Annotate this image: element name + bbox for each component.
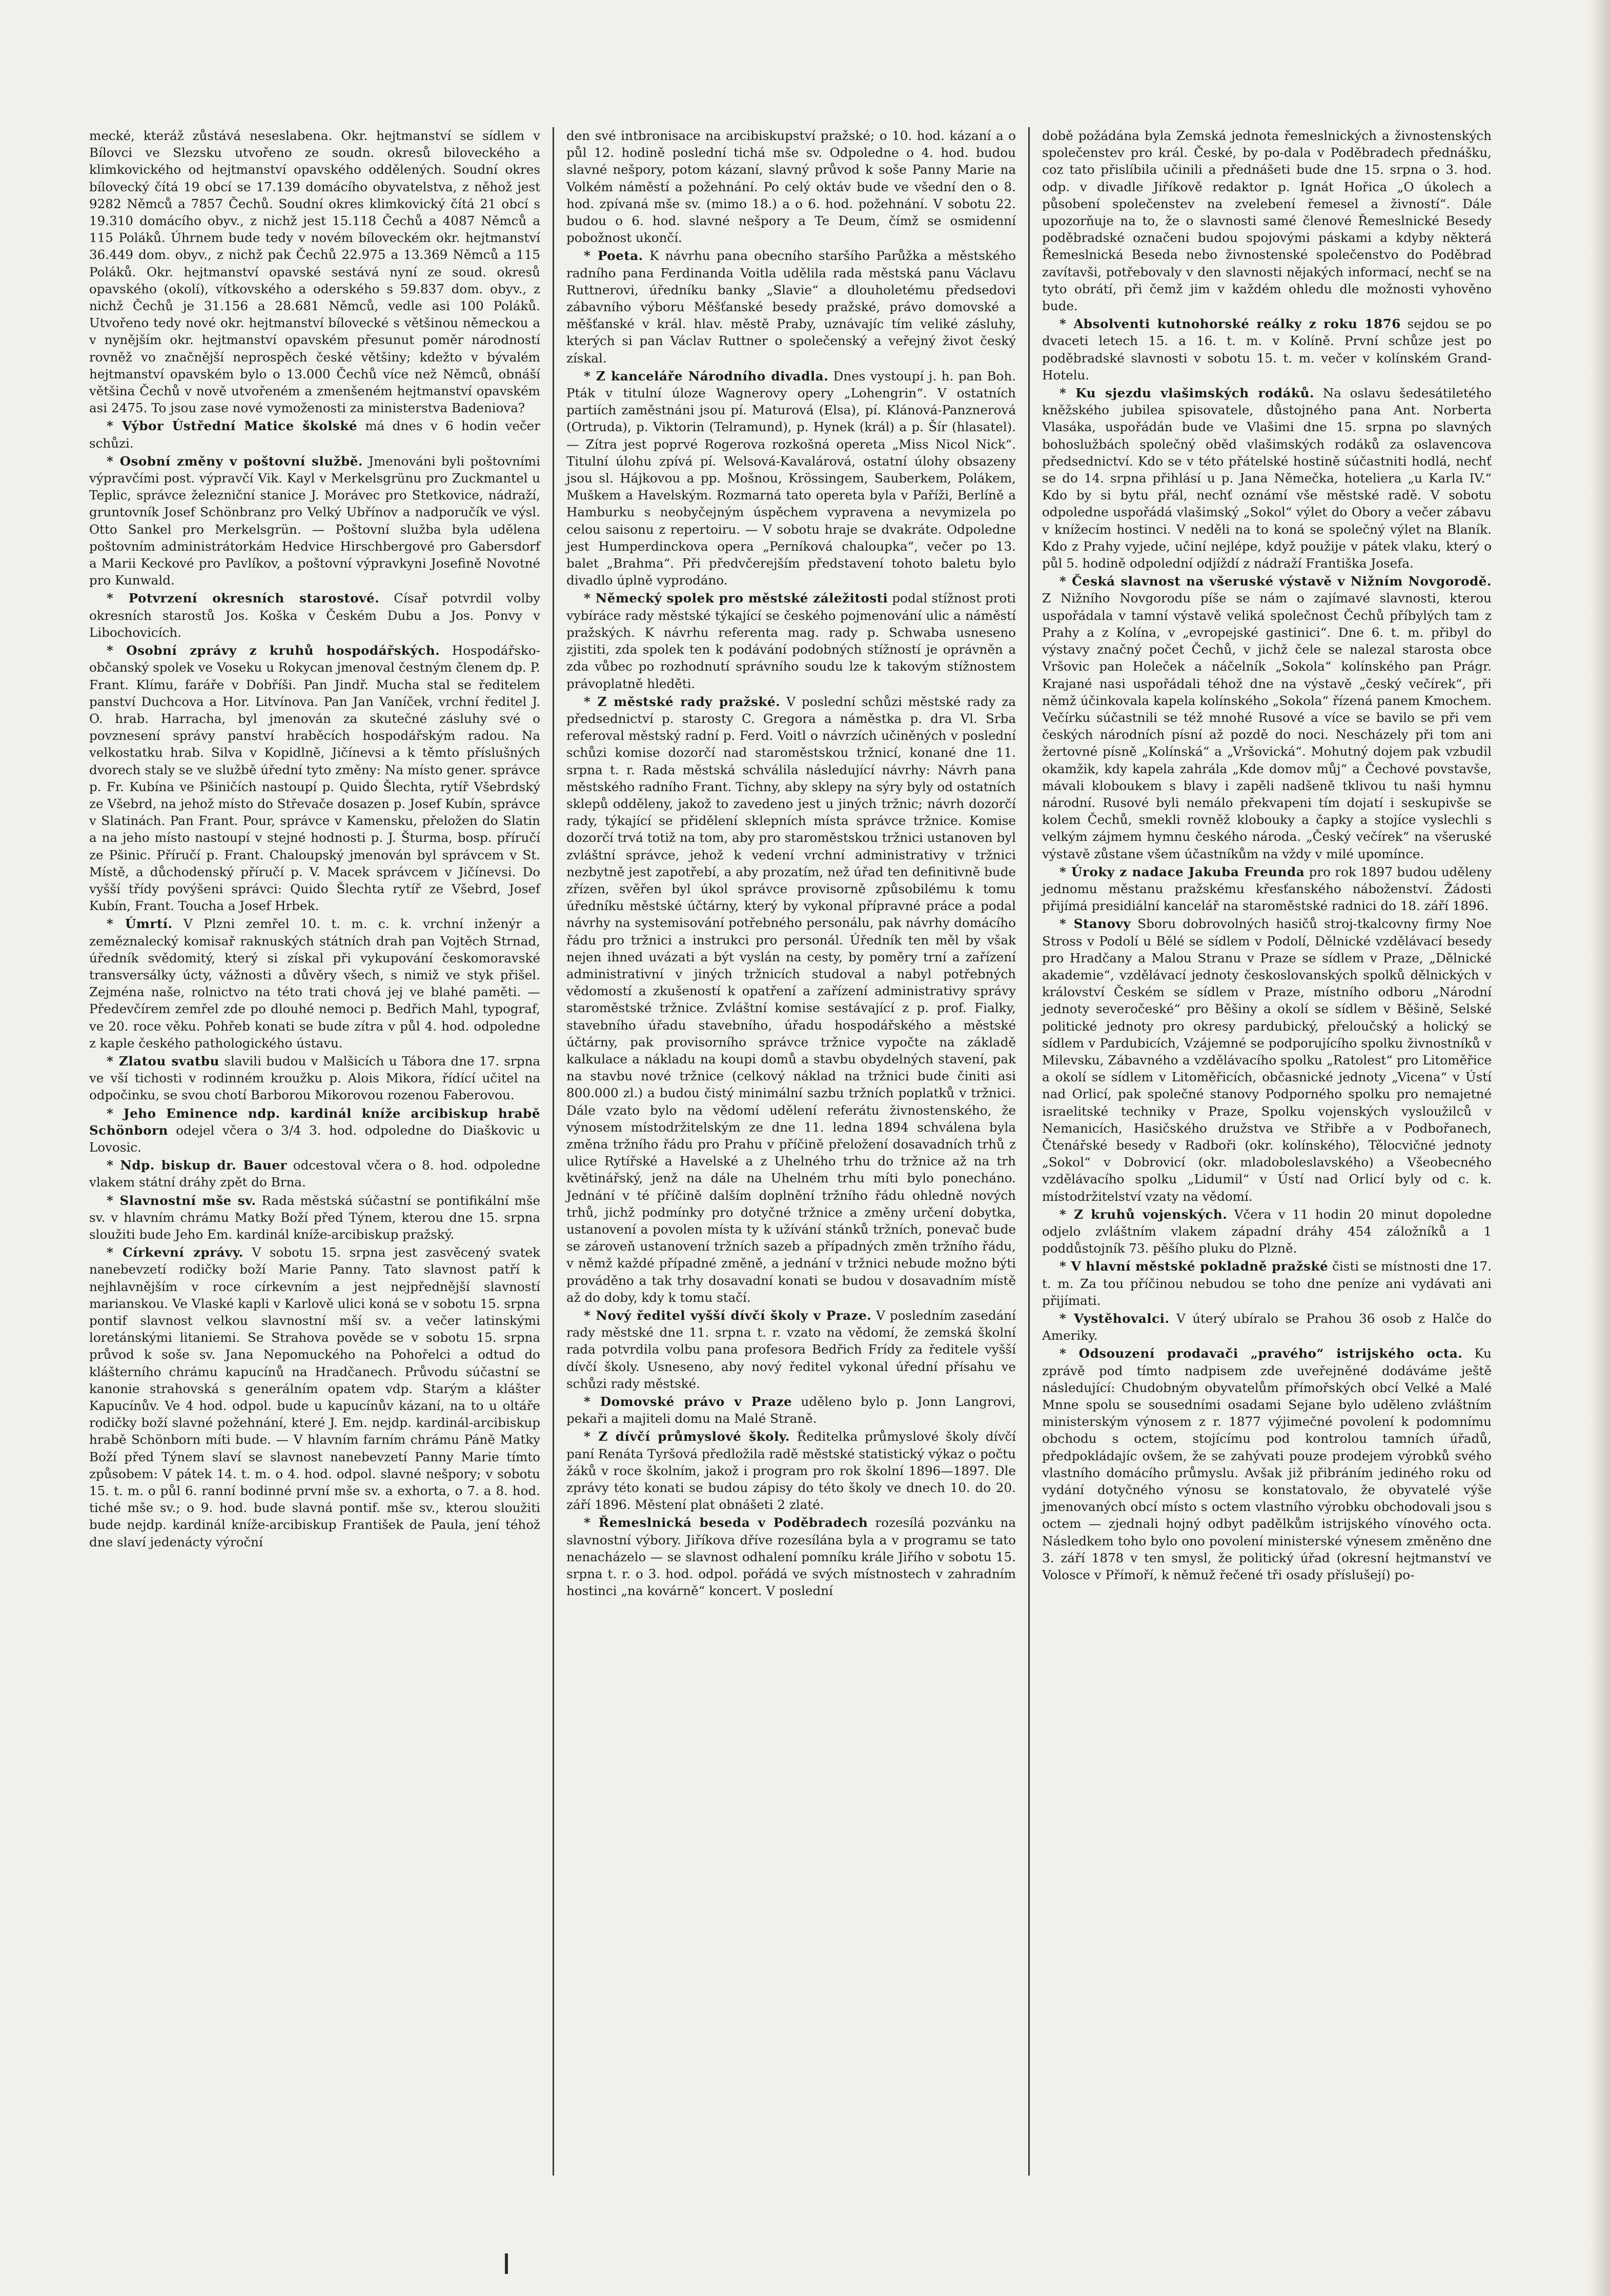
page-edge-shadow xyxy=(1589,0,1610,2296)
article-headline: * Osobní zprávy z kruhů hospodářských. xyxy=(107,643,440,658)
article-headline: * Řemeslnická beseda v Poděbradech xyxy=(584,1515,868,1530)
article-paragraph xyxy=(566,1307,1016,1392)
article-columns xyxy=(77,127,1553,2181)
article-paragraph xyxy=(1042,1206,1492,1257)
article-paragraph xyxy=(89,127,540,416)
article-headline: * Ku sjezdu vlašimských rodáků. xyxy=(1059,386,1315,401)
article-text: pro rok 1897 budou uděleny jednomu městanu pražskému křesťanského náboženství. Žádosti přijímá presidiální kancelář na staroměstské radnici do 18. září 1896. xyxy=(1042,864,1492,914)
article-text: rozesílá pozvánku na slavnostní výbory. Jiříkova dříve rozesílána byla a v programu se tato nenacházelo — se slavnost odhalení pomníku krále Jiřího v sobotu 15. srpna t. r. o 3. hod. odpol. pořádá ve svých místnostech v zahradním hostinci „na kovárně“ koncert. V poslední xyxy=(566,1515,1016,1599)
column-right xyxy=(1028,127,1504,2176)
article-paragraph xyxy=(89,1157,540,1191)
article-text: Rada městská súčastní se pontifikální mše sv. v hlavním chrámu Matky Boží před Týnem, kterou dne 15. srpna sloužiti bude Jeho Em. kardinál kníže-arcibiskup pražský. xyxy=(89,1193,540,1242)
article-paragraph xyxy=(1042,915,1492,1204)
article-text: sejdou se po dvaceti letech 15. a 16. t. m. v Kolíně. První schůze jest po poděbradské slavnosti v sobotu 15. t. m. večer v kolínském Grand-Hotelu. xyxy=(1042,316,1492,382)
article-text: odcestoval včera o 8. hod. odpoledne vlakem státní dráhy zpět do Brna. xyxy=(89,1158,541,1190)
article-paragraph xyxy=(1042,385,1492,572)
article-paragraph xyxy=(89,1105,540,1156)
article-text: odejel včera o 3/4 3. hod. odpoledne do Diaškovic u Lovosic. xyxy=(89,1122,540,1155)
article-text: K návrhu pana obecního staršího Parůžka a městského radního pana Ferdinanda Voitla udělila rada městská panu Václavu Ruttnerovi, úředníku banky „Slavie“ a dlouholetému předsedovi zábavního výboru Měšťanské besedy pražské, právo domovské a měšťanské v král. hlav. městě Praby, uznávajíc tím veliké zásluhy, kterých si pan Václav Ruttner o společenský a veřejný život český získal. xyxy=(566,248,1016,366)
article-headline: * Absolventi kutnohorské reálky z roku 1876 xyxy=(1059,316,1401,332)
article-text: uděleno bylo p. Jonn Langrovi, pekaři a majiteli domu na Malé Straně. xyxy=(566,1394,1016,1426)
article-paragraph xyxy=(89,590,540,641)
article-paragraph xyxy=(566,1428,1016,1513)
article-text: den své intbronisace na arcibiskupství pražské; o 10. hod. kázaní a o půl 12. hodině poslední tichá mše sv. Odpoledne o 4. hod. budou slavné nešpory, potom kázaní, slavný průvod k soše Panny Marie na Volkém náměstí a požehnání. Po celý oktáv bude ve všední den o 8. hod. zpívaná mše sv. (mimo 18.) a o 6. hod. požehnání. V sobotu 22. budou o 6. hod. slavné nešpory a Te Deum, čímž se osmidenní pobožnost ukončí. xyxy=(566,128,1016,246)
article-headline: * V hlavní městské pokladně pražské xyxy=(1059,1259,1329,1274)
article-text: Ku zprávě pod tímto nadpisem zde uveřejněné dodáváme ještě následující: Chudobným obyvatelům přímořských obcí Velké a Malé Mnne spolu se sousedními osadami Sejane bylo uděleno zvláštním ministerským výnosem z r. 1877 výjimečné povolení k podomnímu obchodu s octem, stojícímu pod kontrolou tamních úřadů, předpokládajíc ovšem, že se zahývati pouze prodejem výrobků svého vlastního domácího průmyslu. Avšak již přibráním jediného roku od vydání dotyčného výnosu se konstatovalo, že obyvatelé výše jmenovaných obcí místo s octem vlastního výrobku obchodovali jsou s octem — zjednali hojný odbyt padělkům istrijského vínového octa. Následkem toho bylo ono povolení ministerské výnesem změněno dne 3. září 1878 v ten smysl, že politický úřad (okresní hejtmanství ve Volosce v Přímoří, k němuž řečené tři osady příslušejí) po- xyxy=(1042,1346,1492,1583)
article-text: podal stížnost proti vybíráce rady městské týkající se českého pojmenování ulic a náměstí pražských. K návrhu referenta mag. rady p. Schwaba usneseno zjistiti, zda spolek ten k podávání podobných stížností je oprávněn a zda vůbec po rozhodnutí správního soudu lze k takovým stížnostem právoplatně hleděti. xyxy=(566,591,1016,691)
page-foot-mark xyxy=(505,2253,508,2274)
article-text: V úterý ubíralo se Prahou 36 osob z Halče do Ameriky. xyxy=(1042,1311,1492,1343)
article-headline: * Potvrzení okresních starostové. xyxy=(107,591,380,606)
article-paragraph xyxy=(1042,573,1492,862)
article-paragraph xyxy=(89,642,540,914)
article-headline: * Úmrtí. xyxy=(107,916,173,932)
article-headline: * Domovské právo v Praze xyxy=(584,1394,792,1409)
article-headline: * Nový ředitel vyšší dívčí školy v Praze. xyxy=(584,1308,872,1323)
article-headline: * Slavnostní mše sv. xyxy=(107,1193,256,1208)
article-text: V posledním zasedání rady městské dne 11. srpna t. r. vzato na vědomí, že zemská školní rada potvrdila volbu pana profesora Bedřich Frídy za ředitele vyšší dívčí školy. Usneseno, aby nový ředitel vykonal úřední přísahu ve schůzi rady městské. xyxy=(566,1308,1016,1391)
article-text: Sboru dobrovolných hasičů stroj-tkalcovny firmy Noe Stross v Podolí u Bělé se sídlem v Podolí, Dělnické vzdělávací besedy pro Hradčany a Malou Stranu v Praze se sídlem v Praze, „Dělnické akademie“, vzdělávací jednoty českoslovanských spolků dělnických v království Českém se sídlem v Praze, místního odboru „Národní jednoty severočeské“ pro Běšiny a okolí se sídlem v Běšině, Selské politické jednoty pro okresy pardubický, přeloučský a holický se sídlem v Pardubicích, Vzájemné se podporujícího spolku živnostníků v Milevsku, Zábavného a vzdělávacího spolku „Ratolest“ pro Litoměřice a okolí se sídlem v Litoměřicích, občasnické jednoty „Vicena“ v Ústí nad Orlicí, pak společné stanovy Podporného spolku pro nemajetné israelitské techniky v Praze, Spolku vojenských vysloužilců v Nemanicích, Hasičského družstva ve Střibře a v Podbořanech, Čtenářské besedy v Radboři (okr. kolínského), Tělocvičné jednoty „Sokol“ v Dobrovicí (okr. mladoboleslavského) a Všeobecného vzdělávacího spolku „Lidumil“ v Ústí nad Orlicí byly od c. k. místodržitelství vzaty na vědomí. xyxy=(1042,916,1492,1204)
article-text: má dnes v 6 hodin večer schůzi. xyxy=(89,418,540,451)
article-headline: * Stanovy xyxy=(1059,916,1131,932)
article-headline: * Ndp. biskup dr. Bauer xyxy=(107,1158,288,1173)
article-headline: * Jeho Eminence ndp. kardinál kníže arcibiskup hrabě Schönborn xyxy=(89,1105,540,1138)
article-paragraph xyxy=(566,590,1016,692)
article-paragraph xyxy=(566,127,1016,246)
article-headline: * Z kanceláře Národního divadla. xyxy=(584,368,829,384)
article-headline: * Církevní zprávy. xyxy=(107,1245,243,1260)
article-paragraph xyxy=(1042,315,1492,384)
article-paragraph xyxy=(89,1192,540,1243)
article-paragraph xyxy=(1042,863,1492,915)
article-paragraph xyxy=(1042,127,1492,314)
article-text: mecké, kteráž zůstává neseslabena. Okr. hejtmanství se sídlem v Bílovci ve Slezsku utvořeno ze soudn. okresů biloveckého a klimkovického od hejtmanství opavského oddělených. Soudní okres bílovecký čítá 19 obcí se 17.139 domácího obyvatelstva, z něhož jest 9282 Němců a 7857 Čechů. Soudní okres klimkovický čítá 21 obcí s 19.310 domácího obyv., z nichž jest 15.118 Čechů a 4087 Němců a 115 Poláků. Úhrnem bude tedy v novém bíloveckém okr. hejtmanství 36.449 dom. obyv., z nichž pak Čechů 22.975 a 13.369 Němců a 115 Poláků. Okr. hejtmanství opavské sestává nyní ze soud. okresů opavského (okolí), vítkovského a oderského s 59.837 dom. obyv., z nichž Čechů je 31.156 a 28.681 Němců, vedle asi 100 Poláků. Utvořeno tedy nové okr. hejtmanství bílovecké s většinou německou a v nynějším okr. hejtmanství opavském přesunut poměr národností rovněž vo značnější neprospěch české většiny; kdežto v bývalém hejtmanství opavském bylo o 13.000 Čechů více než Němců, obnáší většina Čechů v nově utvořeném a zmenšeném hejtmanství opavském asi 2475. To jsou zase nové vymoženosti za ministerstva Badeniova? xyxy=(89,128,540,416)
article-text: V sobotu 15. srpna jest zasvěcený svatek nanebevzetí rodičky boží Marie Panny. Tato slavnost patří k nejhlavnějším v roce církevním a jest nejpřednější slavností marianskou. Ve Vlaské kapli v Karlově ulici koná se v sobotu 15. srpna pontif slavnost velkou slavnostní mší sv. a večer latinskými loretánskými litaniemi. Se Strahova pověde se v sobotu 15. srpna průvod k soše sv. Jana Nepomuckého na Pohořelci a odtud do klášterního chrámu kapucínů na Hradčanech. Průvodu súčastní se kanonie strahovská s generálním opatem vdp. Starým a klášter Kapucínův. Ve 4 hod. odpol. bude u kapucínův kázaní, na to u oltáře rodičky boží slavné požehnání, které J. Em. nejdp. kardinál-arcibiskup hrabě Schönborn míti bude. — V hlavním farním chrámu Páně Matky Boží před Týnem slaví se slavnost nanebevzetí Panny Marie tímto způsobem: V pátek 14. t. m. o 4. hod. odpol. slavné nešpory; v sobotu 15. t. m. o půl 6. ranní bodinné první mše sv. a exhorta, o 7. a 8. hod. tiché mše sv.; o 9. hod. bude slavná pontif. mše sv., kterou sloužiti bude nejdp. kardinál kníže-arcibiskup František de Paula, jení téhož dne slaví jedenácty výroční xyxy=(89,1245,541,1549)
article-text: době požádána byla Zemská jednota řemeslnických a živnostenských společenstev pro král. České, by po-dala v Poděbradech přednášku, coz tato přislíbila učinili a přednášeti bude dne 15. srpna o 3. hod. odp. v divadle Jiříkově redaktor p. Ignát Hořica „O úkolech a působení společenstev na zvelebení řemesel a živností“. Dále upozorňuje na to, že o slavnosti samé členové Řemeslnické Besedy poděbradské označeni budou spojovými páskami a kdyby některá Řemeslnická Beseda nebo živnostenské společenstvo do Poděbrad zavítavši, potřebovaly v den slavnosti nějakých informací, nechť se na tyto obrátí, při čemž jim v každém ohledu dle možnosti vyhověno bude. xyxy=(1042,128,1492,314)
article-paragraph xyxy=(566,368,1016,589)
article-text: čisti se místnosti dne 17. t. m. Za tou příčinou nebudou se toho dne peníze ani vydávati ani přijímati. xyxy=(1042,1259,1492,1308)
article-headline: * Odsouzení prodavači „pravého“ istrijského octa. xyxy=(1059,1346,1463,1361)
article-text: V poslední schůzi městské rady za předsednictví p. starosty C. Gregora a náměstka p. dra Vl. Srba referoval městský radní p. Ferd. Voitl o návrzích učiněných v poslední schůzi komise dozorčí nad staroměstskou tržnicí, konané dne 11. srpna t. r. Rada městská schválila následující návrhy: Návrh pana městského radního Frant. Tichny, aby sklepy na sýry byly od ostatních sklepů odděleny, jakož to zavedeno jest u jiných tržnic; návrh dozorčí rady, týkající se přidělení sklepních místa správce tržnice. Komise dozorčí trvá totiž na tom, aby pro staroměstskou tržnici ustanoven byl zvláštní správce, jehož k vedení vrchní administrativy v tržnici nezbytně jest zapotřebí, a aby prozatím, než úřad ten definitivně bude zřízen, svěřen byl úkol správce provisorně způsobilému k tomu úředníku městské účtárny, který by vykonal přípravné práce a podal návrhy na systemisování potřebného personálu, pak návrhy domácího řádu pro tržnici a instrukci pro personál. Úředník ten měl by však nejen ihned uvázati a být vyslán na cesty, by poměry trní a zařízení administrativní v jiných tržnicích studoval a nabyl potřebných vědomostí a zkušeností k opatření a zařízení administrativy správy staroměstské tržnice. Zvláštní komise sestávající z p. prof. Fialky, stavebního úřadu stavebního, úřadu hospodářského a městské účtárny, pak provisorního správce tržnice vypočte na základě kalkulace a nákladu na koupi domů a stavbu obydelných stavení, pak na stavbu nové tržnice (celkový náklad na tržnici bude činiti asi 800.000 zl.) a budou čistý minimální sazbu tržních poplatků v tržnici. Dále vzato bylo na vědomí udělení referátu živnostenského, že výnosem místodržitelským ze dne 11. ledna 1894 schválena byla změna tržního řádu pro Prahu v příčině přeložení dosavadních trhů z ulice Rytířské a Havelské a z Uhelného trhu do tržnice až na trh květinářský, jenž na dále na Uhelném trhu míti bylo ponecháno. Jednání v té příčině dalším doplnění tržního řádu ohledně nových trhů, jichž podmínky pro dotyčné tržnice a změny určení dobytka, ustanovení a povolen místa ty k užívání stánků tržních, ponevač bude se zároveň ustanovení tržních sazeb a případných změn tržního řádu, v němž každé případné změně, a jednání v tržnici nebude možno býti prováděno a tak trhy dosavadní konati se budou v dosavadním místě až do doby, kdy k tomu stačí. xyxy=(566,694,1016,1305)
article-paragraph xyxy=(89,915,540,1052)
article-headline: * Zlatou svatbu xyxy=(107,1053,219,1069)
article-paragraph xyxy=(566,247,1016,366)
article-paragraph xyxy=(1042,1345,1492,1583)
article-headline: * Německý spolek pro městské záležitosti xyxy=(584,591,888,606)
article-text: slavili budou v Malšicích u Tábora dne 17. srpna ve vší tichosti v rodinném kroužku p. Alois Mikora, řídící učitel na odpočinku, se svou chotí Barborou Mikorovou rozenou Faberovou. xyxy=(89,1053,541,1103)
article-headline: * Poeta. xyxy=(584,248,643,264)
article-paragraph xyxy=(566,693,1016,1306)
article-paragraph xyxy=(1042,1310,1492,1344)
article-paragraph xyxy=(1042,1258,1492,1309)
column-middle xyxy=(553,127,1028,2176)
article-paragraph xyxy=(89,417,540,451)
article-headline: * Z dívčí průmyslové školy. xyxy=(584,1429,790,1444)
article-headline: * Výbor Ústřední Matice školské xyxy=(107,418,357,434)
article-paragraph xyxy=(566,1393,1016,1427)
article-text: Jmenováni byli poštovními výpravčími post. výpravčí Vik. Kayl v Merkelsgrünu pro Zuckmantel u Teplic, správce železniční stanice J. Morávec pro Stetkovice, nádraží, gruntovník Josef Schönbranz pro Velký Ubřínov a nadporučík ve výsl. Otto Sankel pro Merkelsgrün. — Poštovní služba byla udělena poštovním administrátorkám Hedvice Hirschbergové pro Gabersdorf a Marii Keckové pro Pavlíkov, a poštovní výpravkyni Josefině Novotné pro Kunwald. xyxy=(89,453,540,588)
article-paragraph xyxy=(89,453,540,589)
article-headline: * Česká slavnost na všeruské výstavě v Nižním Novgorodě. xyxy=(1059,574,1492,589)
article-headline: * Úroky z nadace Jakuba Freunda xyxy=(1059,864,1305,879)
article-headline: * Z kruhů vojenských. xyxy=(1059,1206,1228,1222)
article-headline: * Osobní změny v poštovní službě. xyxy=(107,453,363,469)
article-paragraph xyxy=(566,1514,1016,1599)
article-text: Včera v 11 hodin 20 minut dopoledne odjelo zvláštním vlakem západní dráhy 454 záložníků a 1 poddůstojník 73. pěšího pluku do Plzně. xyxy=(1042,1206,1492,1256)
article-text: Ředitelka průmyslové školy dívčí paní Renáta Tyršová předložila radě městské statistický výkaz o počtu žáků v roce školním, jakož i program pro rok školní 1896—1897. Dle zprávy této konati se budou zápisy do této školy ve dnech 10. do 20. září 1896. Městení plat obnášeti 2 zlaté. xyxy=(566,1429,1016,1513)
article-text: Císař potvrdil volby okresních starostů Jos. Koška v Českém Dubu a Jos. Ponvy v Libochovicích. xyxy=(89,591,540,640)
article-text: Z Nižního Novgorodu píše se nám o zajímavé slavnosti, kterou uspořádala v tamní výstavě veliká společnost Čechů příbylých tam z Prahy a z Kolína, v „evropejské gastinici“. Dne 6. t. m. přibyl do výstavy značný počet Čechů, v jichž čele se nalezal starosta obce Vršovic pan Holeček a náčelník „Sokola“ kolínského pan Prágr. Krajané nasi uspořádali téhož dne na výstavě „český večírek“, při němž účinkovala kapela kolínského „Sokola“ řízená panem Kmochem. Večírku súčastnili se též mnohé Rusové a více se bavilo se při vem českých národních písní až pozdě do noci. Nescházely při tom ani žertovné písně „Kolínská“ a „Vršovická“. Mohutný dojem pak vzbudil okamžik, kdy kapela zahrála „Kde domov můj“ a Čechové povstavše, mávali kloboukem s blavy i zapěli nadšeně tklivou tu naši hymnu národní. Rusové byli nemálo překvapeni tím dojatí i seskupivše se kolem Čechů, smekli rovněž klobouky a čapky a stojíce vyslechli s velkým zájmem hymnu českého národa. „Český večírek“ na všeruské výstavě zůstane všem účastníkům na vždy v milé upomínce. xyxy=(1042,591,1492,861)
article-paragraph xyxy=(89,1053,540,1104)
column-left xyxy=(77,127,553,2176)
article-text: Hospodářsko-občanský spolek ve Voseku u Rokycan jmenoval čestným členem dp. P. Frant. Klímu, faráře v Dobříši. Pan Jindř. Mucha stal se ředitelem panství Duchcova a Hor. Litvínova. Pan Jan Vaníček, vrchní ředitel J. O. hrab. Harracha, byl jmenován za skutečné zásluhy své o povznesení správy panství hraběcích hospodářským radou. Na velkostatku hrab. Silva v Kopidlně, Jičínevsi a k těmto příslušných dvorech staly se ve službě úřední tyto změny: Na místo gener. správce p. Fr. Kubína ve Pšiničích nastoupí p. Quido Šlechta, rytíř Všebrdský ze Všebrd, na jehož místo do Střevače dosazen p. Josef Kubín, správce v Slatinách. Pan Frant. Pour, správce v Kamensku, přeložen do Slatin a na jeho místo nastoupí v stejné hodnosti p. J. Šturma, bosp. příručí ze Pšinic. Příručí p. Frant. Chaloupský jmenován byl správcem v St. Místě, a důchodenský příručí p. V. Macek správcem v Jičínevsi. Do vyšší třídy povýšeni správci: Quido Šlechta rytíř ze Všebrd, Josef Kubín, Frant. Toucha a Josef Hrbek. xyxy=(89,643,540,914)
article-headline: * Z městské rady pražské. xyxy=(584,694,781,709)
article-text: Na oslavu šedesátiletého kněžského jubilea spisovatele, důstojného pana Ant. Norberta Vlasáka, uspořádán bude ve Vlašimi dne 15. srpna po slavných bohoslužbách společný oběd vlašimských rodáků za oslavencova předsednictví. Kdo se v této přátelské hostině súčastniti hodlá, nechť se do 14. srpna přihlásí u p. Jana Němečka, hoteliera „u Karla IV.“ Kdo by si bytu přál, nechť oznámí vše městské radě. V sobotu odpoledne uspořádá vlašimský „Sokol“ výlet do Obory a večer zábavu v knížecím hostinci. V neděli na to koná se společný výlet na Blaník. Kdo z Prahy vyjede, učiní nejlépe, když použije v pátek vlaku, který o půl 5. hodině odpolední odjíždí z nádraží Františka Josefa. xyxy=(1042,386,1492,571)
article-text: Dnes vystoupí j. h. pan Boh. Pták v titulní úloze Wagnerovy opery „Lohengrin“. V ostatních partiích zaměstnáni jsou pí. Maturová (Elsa), pí. Klánová-Panznerová (Ortruda), p. Viktorin (Telramund), p. Hynek (král) a p. Šír (hlasatel). — Zítra jest poprvé Rogerova rozkošná opereta „Miss Nicol Nick“. Titulní úlohu zpívá pí. Welsová-Kavalárová, ostatní úlohy obsazeny jsou sl. Hájkovou a pp. Mošnou, Krössingem, Sauberkem, Polákem, Muškem a Havelským. Rozmarná tato opereta byla v Paříži, Berlíně a Hamburku s neobyčejným úspěchem vypravena a nevymizela po celou saisonu z repertoiru. — V sobotu hraje se dvakráte. Odpoledne jest Humperdinckova opera „Perníková chaloupka“, večer po 13. balet „Brahma“. Při předvčerejším představení tohoto baletu bylo divadlo úplně vyprodáno. xyxy=(566,368,1016,588)
article-headline: * Vystěhovalci. xyxy=(1059,1311,1170,1326)
article-text: V Plzni zemřel 10. t. m. c. k. vrchní inženýr a zeměznalecký komisař raknuských státních drah pan Vojtěch Strnad, úředník svědomitý, který si získal při vykupování českomoravské transversálky úcty, vážnosti a důvěry všech, s nimiž ve styk přišel. Zejména naše, rolnictvo na této trati chová jej ve blahé paměti. — Předevčírem zemřel zde po dlouhé nemoci p. Bedřich Mahl, typograf, ve 20. roce věku. Pohřeb konati se bude zítra v půl 4. hod. odpoledne z kaple českého pathologického ústavu. xyxy=(89,916,540,1051)
article-paragraph xyxy=(89,1244,540,1550)
